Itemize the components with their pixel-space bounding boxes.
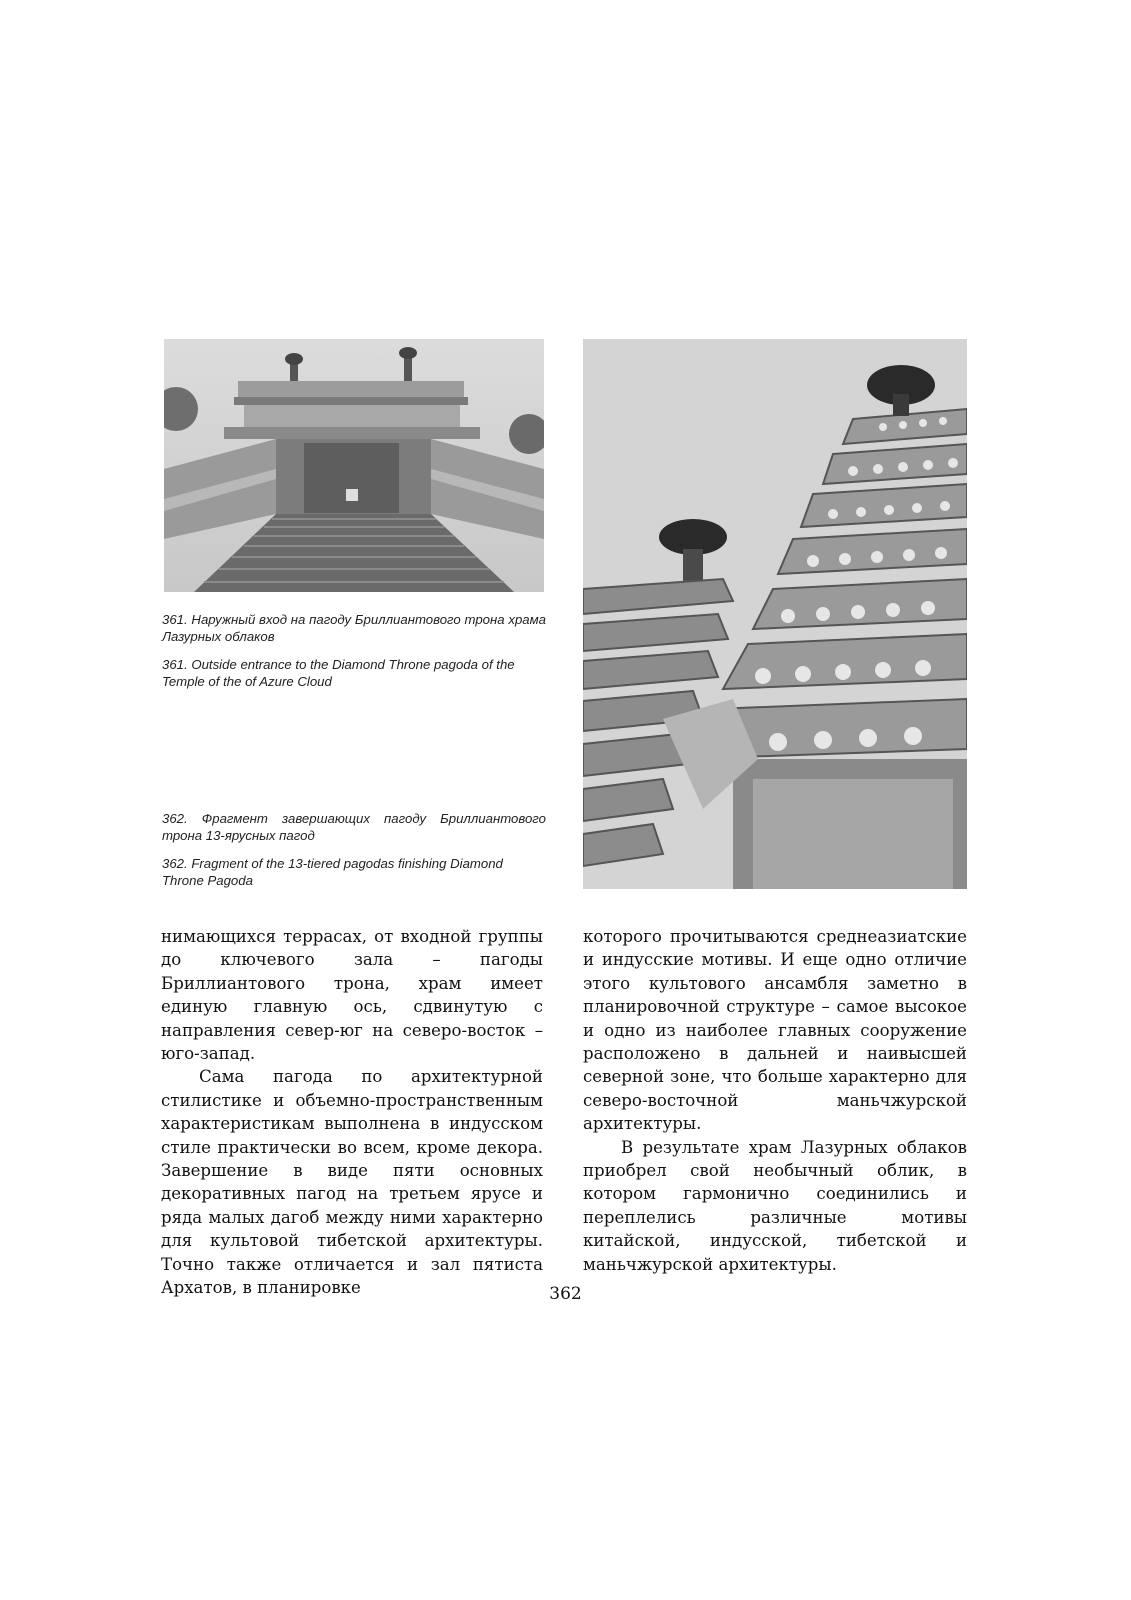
page-number: 362 [549, 1284, 582, 1304]
stairway-pagoda-image [164, 339, 544, 592]
figure-362-photo [583, 339, 967, 889]
figure-361-caption-en: 361. Outside entrance to the Diamond Throne pagoda of the Temple of the of Azure Cloud [162, 657, 515, 689]
text-column-left [161, 925, 543, 1300]
paragraph: Сама пагода по архитектурной стилистике и объемно-пространственным характеристикам выполнена в индусском стиле практически во всем, кроме декора. Завершение в виде пяти основных декоративных пагод на третьем ярусе и ряда малых дагоб между ними характерно для культовой тибетской архитектуры. Точно также отличается и зал пятиста Архатов, в планировке [161, 1067, 543, 1298]
figure-362-caption-ru: 362. Фрагмент завершающих пагоду Бриллиантового трона 13-ярусных пагод [162, 811, 546, 843]
paragraph: нимающихся террасах, от входной группы до ключевого зала – пагоды Бриллиантового трона, храм имеет единую главную ось, сдвинутую с направления север-юг на северо-восток – юго-запад. [161, 927, 543, 1064]
figure-361-photo [164, 339, 544, 592]
figure-362-caption-en: 362. Fragment of the 13-tiered pagodas finishing Diamond Throne Pagoda [162, 856, 503, 888]
figure-361-caption-ru: 361. Наружный вход на пагоду Бриллиантового трона храма Лазурных облаков [162, 612, 546, 644]
tiered-pagodas-image [583, 339, 967, 889]
paragraph: В результате храм Лазурных облаков приобрел свой необычный облик, в котором гармонично соединились и переплелись различные мотивы китайской, индусской, тибетской и маньчжурской архитектуры. [583, 1137, 967, 1274]
text-column-right [583, 925, 967, 1276]
paragraph: которого прочитываются среднеазиатские и индусские мотивы. И еще одно отличие этого культового ансамбля заметно в планировочной структуре – самое высокое и одно из наиболее главных сооружение расположено в дальней и наивысшей северной зоне, что больше характерно для северо-восточной маньчжурской архитектуры. [583, 927, 967, 1134]
